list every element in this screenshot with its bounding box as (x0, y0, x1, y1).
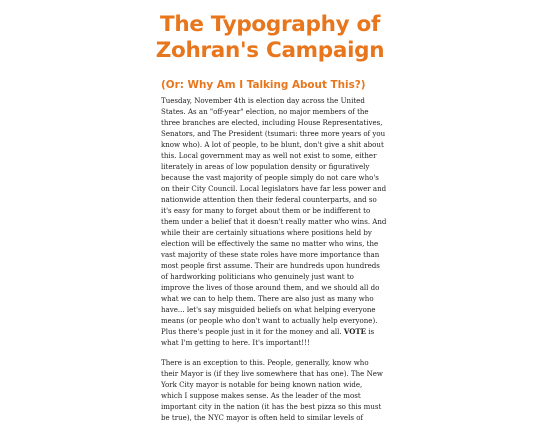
p1-line: of hardworking politicians who genuinely just want to (161, 272, 354, 281)
p2-line: York City mayor is notable for being known nation wide, (161, 380, 363, 389)
title-line-1: The Typography of (159, 12, 381, 37)
p1-line: on their City Council. Local legislators have far less power and (161, 184, 387, 193)
p1-line-text: Plus there's people just in it for the money and all. (161, 327, 342, 336)
p1-line-vote (161, 326, 383, 337)
article-title (0, 12, 540, 64)
article-subtitle: (Or: Why Am I Talking About This?) (161, 79, 366, 91)
paragraph-1 (161, 95, 387, 348)
vote-emphasis: VOTE (343, 327, 367, 336)
p1-line: it's easy for many to forget about them or be indifferent to (161, 206, 371, 215)
p1-line: this. Local government may as well not exist to some, either (161, 151, 377, 160)
p1-line: what I'm getting to here. It's important!!! (161, 338, 310, 347)
p1-line: what we can to help them. There are also just as many who (161, 294, 374, 303)
p2-line: important city in the nation (it has the best pizza so this must (161, 402, 382, 411)
p1-line-text: is (368, 327, 375, 336)
p1-line: most people first assume. Their are hundreds upon hundreds (161, 261, 380, 270)
p2-line: be true), the NYC mayor is often held to similar levels of (161, 413, 364, 422)
title-line-2: Zohran's Campaign (155, 38, 385, 63)
p1-line: while their are certainly situations where positions held by (161, 228, 372, 237)
p1-line: Tuesday, November 4th is election day across the United (161, 96, 365, 105)
p1-line: three branches are elected, including House Representatives, (161, 118, 383, 127)
p1-line: Senators, and The President (tsumari: three more years of you (161, 129, 386, 138)
p1-line: means (or people who don't want to actually help everyone). (161, 316, 378, 325)
p1-line: improve the lives of those around them, and we should all do (161, 283, 380, 292)
p1-line: States. As an "off-year" election, no major members of the (161, 107, 369, 116)
p1-line: election will be effectively the same no matter who wins, the (161, 239, 379, 248)
p2-line: There is an exception to this. People, generally, know who (161, 358, 369, 367)
p1-line: them under a belief that it doesn't really matter who wins. And (161, 217, 387, 226)
p2-line: their Mayor is (if they live somewhere that has one). The New (161, 369, 383, 378)
paragraph-2 (161, 357, 383, 423)
p1-line: have... let's say misguided beliefs on what helping everyone (161, 305, 376, 314)
p1-line: know who). A lot of people, to be blunt, don't give a shit about (161, 140, 384, 149)
article-body (161, 95, 387, 432)
p1-line: vast majority of these state roles have more importance than (161, 250, 380, 259)
p1-line: literately in areas of low population density or figuratively (161, 162, 370, 171)
p2-line: which I suppose makes sense. As the leader of the most (161, 391, 361, 400)
p1-line: nationwide attention then their federal counterparts, and so (161, 195, 377, 204)
p1-line: because the vast majority of people simply do not care who's (161, 173, 379, 182)
